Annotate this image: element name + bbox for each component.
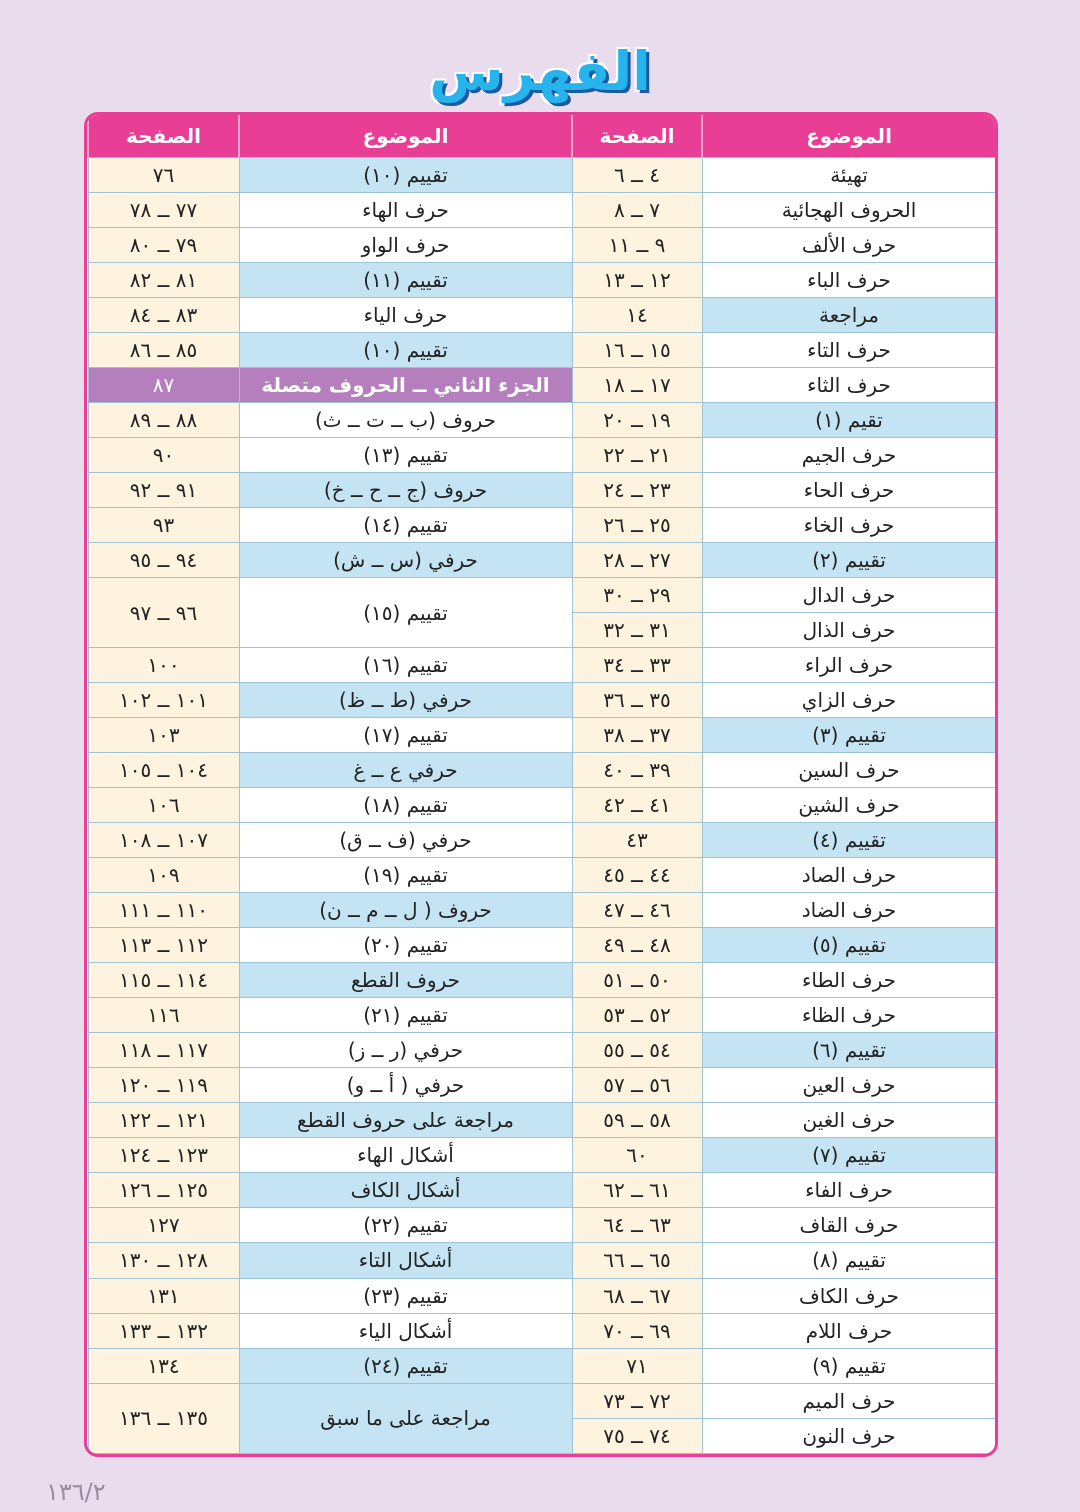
page-cell-right: ٧١	[572, 1348, 702, 1383]
table-header-row	[88, 115, 996, 158]
page-cell-left: ١١٧ ــ ١١٨	[88, 1033, 239, 1068]
table-row	[88, 438, 996, 473]
table-row	[88, 1383, 996, 1418]
page-cell-left: ١١٩ ــ ١٢٠	[88, 1068, 239, 1103]
table-row	[88, 963, 996, 998]
table-row	[88, 193, 996, 228]
header-page-left: الصفحة	[88, 115, 239, 158]
page-cell-right: ٦٠	[572, 1138, 702, 1173]
page-cell-right: ٧ ــ ٨	[572, 193, 702, 228]
table-row	[88, 893, 996, 928]
page-cell-left: ٩٤ ــ ٩٥	[88, 543, 239, 578]
page-cell-left: ١٠٧ ــ ١٠٨	[88, 823, 239, 858]
topic-cell-left: أشكال الياء	[239, 1313, 572, 1348]
section-heading-cell: الجزء الثاني ــ الحروف متصلة	[239, 368, 572, 403]
topic-cell-right: حرف القاف	[702, 1208, 996, 1243]
topic-cell-left: تقييم (١١)	[239, 263, 572, 298]
page-cell-right: ٢٣ ــ ٢٤	[572, 473, 702, 508]
page-number: ١٣٦/٢	[46, 1478, 106, 1506]
page-cell-left: ٨٣ ــ ٨٤	[88, 298, 239, 333]
page-cell-left: ٨٧	[88, 368, 239, 403]
page-cell-right: ٣٧ ــ ٣٨	[572, 718, 702, 753]
table-row	[88, 858, 996, 893]
topic-cell-right: تقيم (١)	[702, 403, 996, 438]
topic-cell-left: حرفي (ر ــ ز)	[239, 1033, 572, 1068]
page-cell-right: ٦٣ ــ ٦٤	[572, 1208, 702, 1243]
page-cell-left: ١١٠ ــ ١١١	[88, 893, 239, 928]
page-cell-left: ٨٨ ــ ٨٩	[88, 403, 239, 438]
page-cell-right: ١٥ ــ ١٦	[572, 333, 702, 368]
topic-cell-left: أشكال التاء	[239, 1243, 572, 1278]
topic-cell-left: حرف الواو	[239, 228, 572, 263]
page-cell-left: ١٠٠	[88, 648, 239, 683]
table-row	[88, 1033, 996, 1068]
page-cell-right: ١٢ ــ ١٣	[572, 263, 702, 298]
topic-cell-left: حرفي (س ــ ش)	[239, 543, 572, 578]
topic-cell-right: تهيئة	[702, 158, 996, 193]
topic-cell-left: حرف الياء	[239, 298, 572, 333]
topic-cell-right: حرف الشين	[702, 788, 996, 823]
topic-cell-left: حروف ( ل ــ م ــ ن)	[239, 893, 572, 928]
page-cell-right: ٢٧ ــ ٢٨	[572, 543, 702, 578]
page-cell-left: ١٢٥ ــ ١٢٦	[88, 1173, 239, 1208]
topic-cell-left: تقييم (١٤)	[239, 508, 572, 543]
topic-cell-left: تقييم (٢١)	[239, 998, 572, 1033]
topic-cell-left: حرفي (ف ــ ق)	[239, 823, 572, 858]
topic-cell-right: تقييم (٦)	[702, 1033, 996, 1068]
page-cell-left: ١٢٨ ــ ١٣٠	[88, 1243, 239, 1278]
page-cell-right: ٣٣ ــ ٣٤	[572, 648, 702, 683]
topic-cell-right: حرف الباء	[702, 263, 996, 298]
topic-cell-right: حرف الضاد	[702, 893, 996, 928]
topic-cell-left: تقييم (١٦)	[239, 648, 572, 683]
page-cell-left: ١٣١	[88, 1278, 239, 1313]
topic-cell-left: أشكال الكاف	[239, 1173, 572, 1208]
page-cell-right: ٩ ــ ١١	[572, 228, 702, 263]
table-row	[88, 1208, 996, 1243]
topic-cell-left: حرفي ( أ ــ و)	[239, 1068, 572, 1103]
page-cell-right: ٤٤ ــ ٤٥	[572, 858, 702, 893]
topic-cell-right: تقييم (٣)	[702, 718, 996, 753]
topic-cell-right: حرف الطاء	[702, 963, 996, 998]
topic-cell-left: تقييم (١٨)	[239, 788, 572, 823]
table-row	[88, 718, 996, 753]
topic-cell-right: حرف الزاي	[702, 683, 996, 718]
topic-cell-right: حرف العين	[702, 1068, 996, 1103]
topic-cell-left: تقييم (١٧)	[239, 718, 572, 753]
topic-cell-left: حرفي ع ــ غ	[239, 753, 572, 788]
page-cell-left: ١٢٣ ــ ١٢٤	[88, 1138, 239, 1173]
topic-cell-right: حرف الميم	[702, 1383, 996, 1418]
page-cell-left: ٨٥ ــ ٨٦	[88, 333, 239, 368]
table-row	[88, 368, 996, 403]
page-cell-left: ٧٩ ــ ٨٠	[88, 228, 239, 263]
topic-cell-left: حروف (ب ــ ت ــ ث)	[239, 403, 572, 438]
topic-cell-left: مراجعة على ما سبق	[239, 1383, 572, 1453]
page-cell-right: ٧٤ ــ ٧٥	[572, 1418, 702, 1453]
table-row	[88, 648, 996, 683]
page-cell-left: ١٠٣	[88, 718, 239, 753]
topic-cell-right: مراجعة	[702, 298, 996, 333]
table-row	[88, 1103, 996, 1138]
topic-cell-left: حرفي (ط ــ ظ)	[239, 683, 572, 718]
topic-cell-right: حرف الصاد	[702, 858, 996, 893]
topic-cell-right: حرف الظاء	[702, 998, 996, 1033]
topic-cell-right: حرف السين	[702, 753, 996, 788]
page-cell-right: ٥٤ ــ ٥٥	[572, 1033, 702, 1068]
topic-cell-right: حرف الجيم	[702, 438, 996, 473]
table-row	[88, 333, 996, 368]
table-body	[88, 158, 996, 1454]
page-cell-left: ١١٦	[88, 998, 239, 1033]
page-cell-left: ٧٧ ــ ٧٨	[88, 193, 239, 228]
page-cell-right: ١٩ ــ ٢٠	[572, 403, 702, 438]
table-row	[88, 473, 996, 508]
page-cell-left: ١٢٧	[88, 1208, 239, 1243]
table-row	[88, 543, 996, 578]
topic-cell-left: تقييم (١٠)	[239, 333, 572, 368]
page-cell-left: ١٠٩	[88, 858, 239, 893]
page-cell-right: ٤١ ــ ٤٢	[572, 788, 702, 823]
topic-cell-left: حرف الهاء	[239, 193, 572, 228]
page-cell-right: ٦٧ ــ ٦٨	[572, 1278, 702, 1313]
page-cell-right: ٢٥ ــ ٢٦	[572, 508, 702, 543]
topic-cell-right: حرف الغين	[702, 1103, 996, 1138]
topic-cell-right: حرف الخاء	[702, 508, 996, 543]
topic-cell-left: تقييم (١٠)	[239, 158, 572, 193]
topic-cell-left: تقييم (٢٣)	[239, 1278, 572, 1313]
topic-cell-right: حرف الثاء	[702, 368, 996, 403]
page-cell-left: ١٢١ ــ ١٢٢	[88, 1103, 239, 1138]
page-cell-right: ٤ ــ ٦	[572, 158, 702, 193]
page-cell-left: ١٠٤ ــ ١٠٥	[88, 753, 239, 788]
topic-cell-left: مراجعة على حروف القطع	[239, 1103, 572, 1138]
page-cell-right: ٥٠ ــ ٥١	[572, 963, 702, 998]
table-row	[88, 998, 996, 1033]
header-topic-right: الموضوع	[702, 115, 996, 158]
table-row	[88, 158, 996, 193]
topic-cell-right: حرف الدال	[702, 578, 996, 613]
page-cell-left: ١٣٢ ــ ١٣٣	[88, 1313, 239, 1348]
index-table-frame	[84, 112, 998, 1457]
topic-cell-right: تقييم (٨)	[702, 1243, 996, 1278]
page-cell-right: ٣٩ ــ ٤٠	[572, 753, 702, 788]
table-row	[88, 1243, 996, 1278]
topic-cell-right: حرف الذال	[702, 613, 996, 648]
page-cell-right: ٦١ ــ ٦٢	[572, 1173, 702, 1208]
topic-cell-right: حرف النون	[702, 1418, 996, 1453]
header-topic-left: الموضوع	[239, 115, 572, 158]
topic-cell-right: حرف الفاء	[702, 1173, 996, 1208]
table-row	[88, 1068, 996, 1103]
topic-cell-right: الحروف الهجائية	[702, 193, 996, 228]
topic-cell-right: حرف الحاء	[702, 473, 996, 508]
page-cell-left: ٩١ ــ ٩٢	[88, 473, 239, 508]
topic-cell-right: تقييم (٢)	[702, 543, 996, 578]
page-cell-right: ١٧ ــ ١٨	[572, 368, 702, 403]
page-cell-left: ٩٠	[88, 438, 239, 473]
page-cell-right: ٢١ ــ ٢٢	[572, 438, 702, 473]
page-cell-right: ٣١ ــ ٣٢	[572, 613, 702, 648]
topic-cell-right: حرف التاء	[702, 333, 996, 368]
page-cell-left: ١٠١ ــ ١٠٢	[88, 683, 239, 718]
page-cell-right: ٤٨ ــ ٤٩	[572, 928, 702, 963]
index-table	[87, 115, 997, 1454]
page-cell-left: ١١٢ ــ ١١٣	[88, 928, 239, 963]
page-cell-right: ٥٨ ــ ٥٩	[572, 1103, 702, 1138]
table-row	[88, 228, 996, 263]
page-cell-right: ٦٥ ــ ٦٦	[572, 1243, 702, 1278]
topic-cell-left: تقييم (١٥)	[239, 578, 572, 648]
header-page-right: الصفحة	[572, 115, 702, 158]
table-row	[88, 1138, 996, 1173]
page-cell-right: ٤٦ ــ ٤٧	[572, 893, 702, 928]
page-cell-right: ٥٢ ــ ٥٣	[572, 998, 702, 1033]
table-row	[88, 403, 996, 438]
topic-cell-left: تقييم (٢٢)	[239, 1208, 572, 1243]
table-row	[88, 1278, 996, 1313]
topic-cell-left: أشكال الهاء	[239, 1138, 572, 1173]
topic-cell-right: حرف الألف	[702, 228, 996, 263]
page-cell-left: ١٠٦	[88, 788, 239, 823]
table-row	[88, 788, 996, 823]
topic-cell-left: حروف القطع	[239, 963, 572, 998]
topic-cell-left: تقييم (٢٠)	[239, 928, 572, 963]
topic-cell-right: تقييم (٥)	[702, 928, 996, 963]
table-row	[88, 1313, 996, 1348]
page-cell-left: ٩٦ ــ ٩٧	[88, 578, 239, 648]
page-cell-left: ١١٤ ــ ١١٥	[88, 963, 239, 998]
page-cell-left: ٧٦	[88, 158, 239, 193]
topic-cell-right: حرف اللام	[702, 1313, 996, 1348]
topic-cell-right: تقييم (٩)	[702, 1348, 996, 1383]
topic-cell-left: حروف (ج ــ ح ــ خ)	[239, 473, 572, 508]
page-cell-left: ١٣٥ ــ ١٣٦	[88, 1383, 239, 1453]
page-cell-right: ٧٢ ــ ٧٣	[572, 1383, 702, 1418]
page-cell-right: ١٤	[572, 298, 702, 333]
table-row	[88, 1173, 996, 1208]
page-cell-right: ٤٣	[572, 823, 702, 858]
topic-cell-right: تقييم (٤)	[702, 823, 996, 858]
page-cell-right: ٣٥ ــ ٣٦	[572, 683, 702, 718]
topic-cell-left: تقييم (٢٤)	[239, 1348, 572, 1383]
topic-cell-right: تقييم (٧)	[702, 1138, 996, 1173]
topic-cell-left: تقييم (١٩)	[239, 858, 572, 893]
page-cell-right: ٥٦ ــ ٥٧	[572, 1068, 702, 1103]
table-row	[88, 1348, 996, 1383]
topic-cell-right: حرف الراء	[702, 648, 996, 683]
topic-cell-left: تقييم (١٣)	[239, 438, 572, 473]
table-row	[88, 928, 996, 963]
page-cell-left: ٨١ ــ ٨٢	[88, 263, 239, 298]
topic-cell-right: حرف الكاف	[702, 1278, 996, 1313]
page-cell-left: ٩٣	[88, 508, 239, 543]
table-row	[88, 823, 996, 858]
table-row	[88, 298, 996, 333]
page-cell-left: ١٣٤	[88, 1348, 239, 1383]
table-row	[88, 753, 996, 788]
table-row	[88, 683, 996, 718]
table-row	[88, 263, 996, 298]
page-title: الفهرس	[429, 40, 651, 103]
page-cell-right: ٦٩ ــ ٧٠	[572, 1313, 702, 1348]
table-row	[88, 578, 996, 613]
page-cell-right: ٢٩ ــ ٣٠	[572, 578, 702, 613]
table-row	[88, 508, 996, 543]
